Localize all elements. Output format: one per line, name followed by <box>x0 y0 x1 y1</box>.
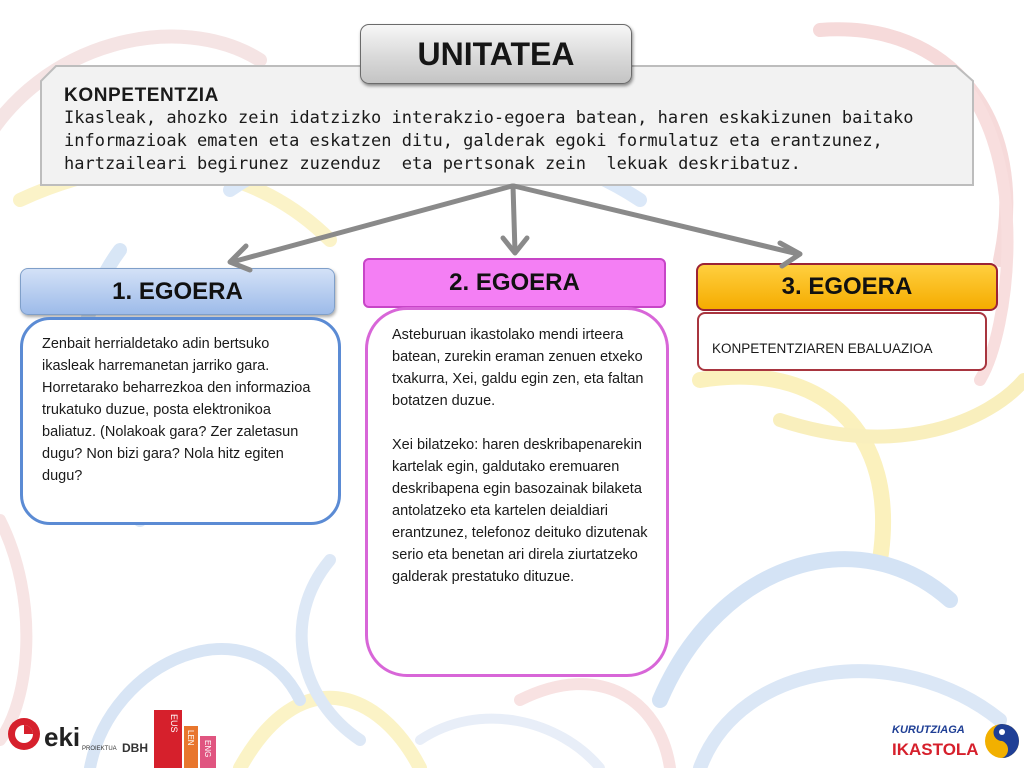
egoera-2-panel <box>365 307 669 677</box>
competency-heading: KONPETENTZIA <box>64 85 219 106</box>
egoera-2-text-1: Asteburuan ikastolako mendi irteera batean, zurekin eraman zenuen etxeko txakurra, Xei, galdu egin zen, eta faltan botatzen duzue. <box>392 327 644 409</box>
egoera-1-label: 1. EGOERA <box>112 277 243 305</box>
kurutziaga-text: KURUTZIAGA <box>892 724 965 736</box>
egoera-2-label: 2. EGOERA <box>449 269 580 296</box>
len-tag: LEN <box>186 730 195 746</box>
competency-box <box>64 84 934 176</box>
ikastola-text: IKASTOLA <box>892 740 979 759</box>
dbh-text: DBH <box>122 741 148 755</box>
eki-swirl-icon <box>8 718 40 750</box>
egoera-3-label: 3. EGOERA <box>781 273 913 300</box>
egoera-3-text: KONPETENTZIAREN EBALUAZIOA <box>712 341 933 356</box>
unit-title-box <box>360 24 632 84</box>
egoera-1-header <box>20 268 335 315</box>
eki-brand-text: eki <box>44 722 81 752</box>
eng-tag: ENG <box>203 740 212 758</box>
eki-project-logo <box>4 706 234 768</box>
kurutziaga-ikastola-logo <box>890 715 1020 765</box>
eki-sub-text: PROIEKTUA <box>82 746 117 752</box>
ikastola-emblem-icon <box>985 724 1019 758</box>
egoera-2-text-2: Xei bilatzeko: haren deskribapenarekin kartelak egin, galdutako eremuaren deskribapena egin basozainak bilaketa antolatzeko eta kartelen deialdiari erantzunez, telefonoz deituko dizutenak serio eta benetan ari direla ziurtatzeko galderak prestatuko dituzue. <box>392 437 648 585</box>
unit-title: UNITATEA <box>417 35 575 72</box>
competency-text: Ikasleak, ahozko zein idatzizko interakzio-egoera batean, haren eskakizunen baitako informazioak ematen eta eskatzen ditu, galderak egoki formulatuz eta erantzunez, hartzaileari begirunez zuzenduz eta pertsonak zein lekuak deskribatuz. <box>64 108 914 174</box>
egoera-1-panel <box>20 317 341 525</box>
egoera-3-panel <box>697 312 987 371</box>
egoera-1-text: Zenbait herrialdetako adin bertsuko ikasleak harremanetan jarriko gara. Horretarako beharrezkoa den informazioa trukatuko duzue, posta elektronikoa baliatuz. (Nolakoak gara? Zer zaletasun dugu? Non bizi gara? Nola hitz egiten dugu? <box>42 336 311 484</box>
eus-tag: EUS <box>169 714 179 733</box>
egoera-3-header <box>696 263 998 311</box>
egoera-2-header <box>363 258 666 308</box>
